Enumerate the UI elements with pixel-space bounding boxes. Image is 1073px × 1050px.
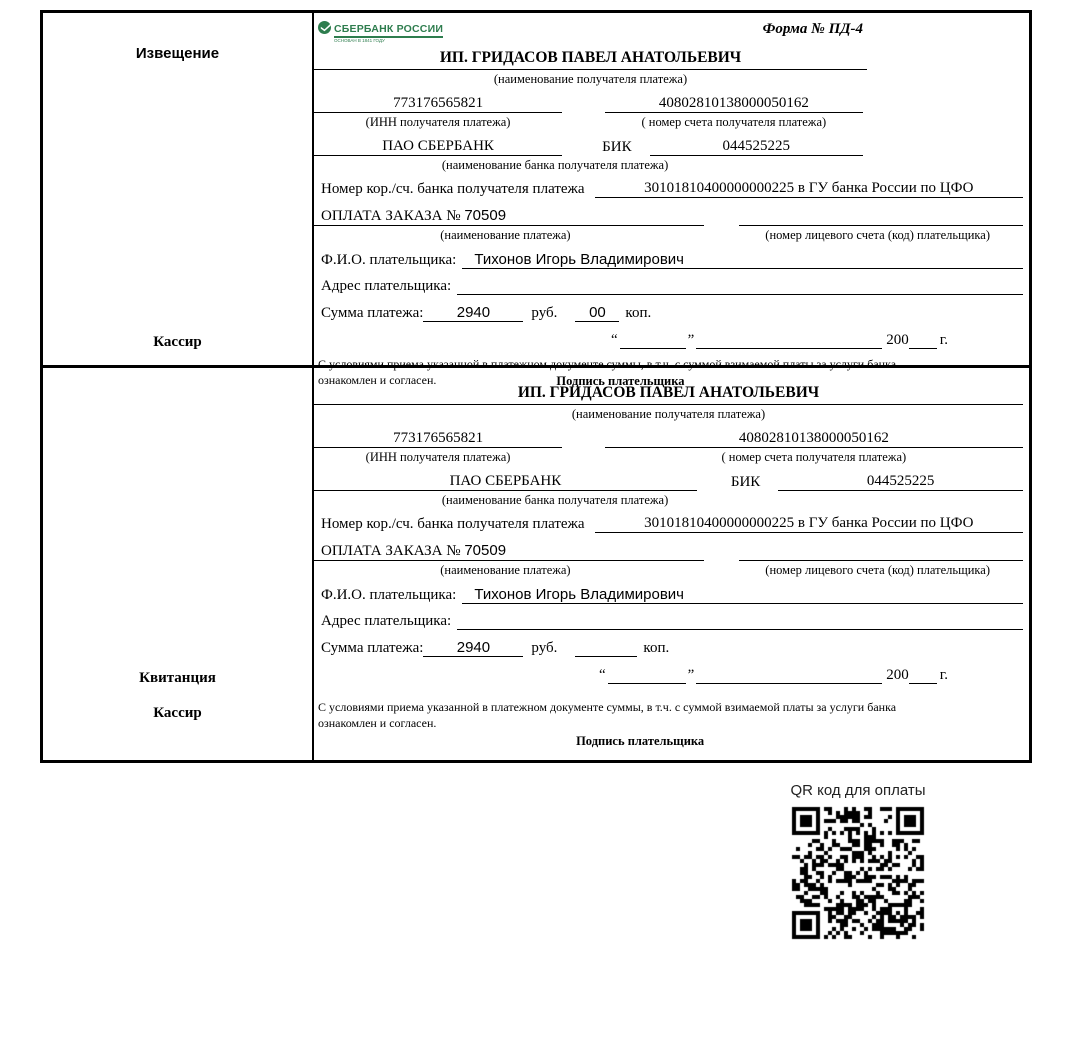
recipient-inn-field: 773176565821 [314, 430, 562, 448]
date-day-field [608, 683, 686, 684]
corr-account-field: 30101810400000000225 в ГУ банка России по ЦФО [595, 180, 1023, 198]
date-open-quote: “ [610, 332, 618, 348]
purpose-caption: (наименование платежа) [440, 228, 571, 242]
date-open-quote: “ [598, 667, 606, 683]
date-year-field [909, 348, 937, 349]
date-year-field [909, 683, 937, 684]
date-close-quote: ” [687, 667, 695, 683]
personal-account-caption: (номер лицевого счета (код) плательщика) [765, 563, 990, 577]
order-number: 70509 [464, 207, 507, 224]
recipient-name: ИП. ГРИДАСОВ ПАВЕЛ АНАТОЛЬЕВИЧ [439, 49, 742, 66]
payer-address-field [457, 629, 1023, 630]
agreement-text-line2: ознакомлен и согласен. [318, 372, 437, 387]
payer-address-label: Адрес плательщика: [321, 613, 452, 629]
payer-address-label: Адрес плательщика: [321, 278, 452, 294]
payment-purpose-field [314, 542, 704, 561]
pd4-payment-form [40, 10, 1032, 763]
sum-label: Сумма платежа: [321, 305, 424, 321]
order-number: 70509 [464, 542, 507, 559]
notice-side-column [43, 13, 314, 365]
date-month-field [696, 348, 882, 349]
sum-label: Сумма платежа: [321, 640, 424, 656]
sberbank-brand-text: СБЕРБАНК РОССИИ [334, 24, 443, 38]
form-number-label: Форма № ПД-4 [762, 21, 863, 37]
payer-address-field [457, 294, 1023, 295]
date-month-field [696, 683, 882, 684]
rub-label: руб. [531, 305, 558, 321]
date-year-suffix: г. [939, 332, 948, 348]
bank-name-field: ПАО СБЕРБАНК [314, 138, 562, 156]
date-year-prefix: 200 [886, 332, 909, 348]
date-year-suffix: г. [939, 667, 948, 683]
date-year-prefix: 200 [886, 667, 909, 683]
purpose-caption: (наименование платежа) [440, 563, 571, 577]
recipient-name-caption: (наименование получателя платежа) [571, 407, 766, 421]
recipient-account-field: 40802810138000050162 [605, 95, 863, 113]
recipient-inn-field: 773176565821 [314, 95, 562, 113]
purpose-text: ОПЛАТА ЗАКАЗА № [321, 208, 461, 224]
notice-title: Извещение [135, 45, 220, 62]
cashier-label: Кассир [153, 705, 202, 721]
corr-account-label: Номер кор./сч. банка получателя платежа [321, 181, 585, 197]
qr-caption: QR код для оплаты [790, 782, 926, 799]
bik-label: БИК [602, 139, 632, 155]
rub-label: руб. [531, 640, 558, 656]
qr-block [783, 782, 933, 941]
sum-rub-field: 2940 [423, 304, 523, 322]
personal-account-caption: (номер лицевого счета (код) плательщика) [765, 228, 990, 242]
bik-label: БИК [730, 474, 761, 490]
corr-account-label: Номер кор./сч. банка получателя платежа [321, 516, 585, 532]
recipient-name: ИП. ГРИДАСОВ ПАВЕЛ АНАТОЛЬЕВИЧ [517, 384, 820, 401]
account-caption: ( номер счета получателя платежа) [641, 115, 827, 129]
payer-name-label: Ф.И.О. плательщика: [321, 587, 457, 603]
payment-purpose-field [314, 207, 704, 226]
sum-kop-field: 00 [575, 304, 619, 322]
sberbank-logo-icon [318, 21, 331, 34]
notice-section [43, 13, 1029, 388]
sberbank-logo [318, 21, 443, 43]
account-caption: ( номер счета получателя платежа) [721, 450, 907, 464]
receipt-title: Квитанция [139, 670, 216, 686]
sberbank-tagline: ОСНОВАН В 1841 ГОДУ [334, 37, 385, 43]
date-close-quote: ” [687, 332, 695, 348]
agreement-text-line1: С условиями приема указанной в платежном документе суммы, в т.ч. с суммой взимаемой платы за услуги банка [318, 700, 897, 714]
bik-field: 044525225 [650, 138, 863, 156]
bank-name-field: ПАО СБЕРБАНК [314, 473, 697, 491]
kop-label: коп. [643, 640, 670, 656]
qr-code [790, 805, 926, 941]
payer-signature-label: Подпись плательщика [576, 734, 705, 749]
payer-name-label: Ф.И.О. плательщика: [321, 252, 457, 268]
bik-field: 044525225 [778, 473, 1023, 491]
bank-name-caption: (наименование банка получателя платежа) [441, 493, 669, 507]
receipt-main [314, 368, 1029, 760]
cashier-label: Кассир [153, 334, 202, 350]
sum-kop-field [575, 656, 637, 657]
payer-signature-label: Подпись плательщика [556, 373, 685, 388]
date-day-field [620, 348, 686, 349]
inn-caption: (ИНН получателя платежа) [365, 115, 511, 129]
inn-caption: (ИНН получателя платежа) [365, 450, 511, 464]
bank-name-caption: (наименование банка получателя платежа) [441, 158, 669, 172]
recipient-name-caption: (наименование получателя платежа) [493, 72, 688, 86]
agreement-text-line2: ознакомлен и согласен. [318, 715, 437, 730]
payer-name-field: Тихонов Игорь Владимирович [462, 586, 1023, 604]
sum-rub-field: 2940 [423, 639, 523, 657]
recipient-account-field: 40802810138000050162 [605, 430, 1023, 448]
kop-label: коп. [625, 305, 652, 321]
payer-name-field: Тихонов Игорь Владимирович [462, 251, 1023, 269]
receipt-section [43, 365, 1029, 760]
corr-account-field: 30101810400000000225 в ГУ банка России по ЦФО [595, 515, 1023, 533]
purpose-text: ОПЛАТА ЗАКАЗА № [321, 543, 461, 559]
agreement-text-line1: С условиями приема указанной в платежном документе суммы, в т.ч. с суммой взимаемой платы за услуги банка [318, 357, 897, 371]
notice-main [314, 13, 1029, 388]
receipt-side-column [43, 368, 314, 760]
